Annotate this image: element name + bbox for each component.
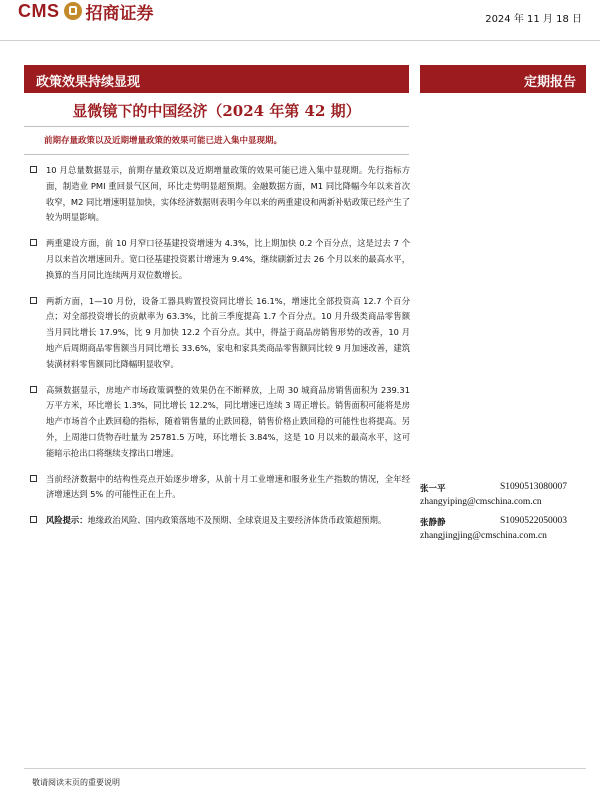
checkbox-bullet-icon [30,386,37,393]
checkbox-bullet-icon [30,166,37,173]
report-subtitle: 前期存量政策以及近期增量政策的效果可能已进入集中显现期。 [44,136,283,146]
title-divider [24,126,409,127]
checkbox-bullet-icon [30,516,37,523]
logo-latin-text: CMS [18,0,60,21]
logo-emblem-icon [64,2,82,20]
checkbox-bullet-icon [30,297,37,304]
analyst-cert-id: S1090513080007 [500,482,568,492]
page-header [0,0,600,41]
bullet-text: 当前经济数据中的结构性亮点开始逐步增多，从前十月工业增速和服务业生产指数的情况，全年经济增速达到 5% 的可能性正在上升。 [46,473,410,500]
analyst-email[interactable]: zhangjingjing@cmschina.com.cn [420,531,547,541]
list-item [30,472,410,504]
logo-chinese-text: 招商证券 [85,3,154,24]
list-item [30,383,410,462]
analyst-cert-id: S1090522050003 [500,516,568,526]
footer-divider [24,768,586,769]
bullet-text: 两重建设方面，前 10 月窄口径基建投资增速为 4.3%，比上期加快 0.2 个百分点，这是过去 7 个月以来首次增速回升。宽口径基建投资累计增速为 9.4%，继续刷新过去 26 个月以来的最高水平，换算的当月同比连续两月双位数增长。 [46,238,410,280]
report-type-label: 定期报告 [523,75,576,90]
list-item [30,236,410,283]
analyst-card [420,516,590,541]
bullet-text: 10 月总量数据显示，前期存量政策以及近期增量政策的效果可能已进入集中显现期。先行指标方面，制造业 PMI 重回景气区间，环比走势明显超预期。金融数据方面，M1 同比降幅今年以来首次收窄，M2 同比增速明显加快，实体经济数据则表明今年以来的两重建设和两新补贴政策已经产生了较为明显影响。 [46,165,410,223]
analyst-email[interactable]: zhangyiping@cmschina.com.cn [420,497,542,507]
summary-bullets [30,163,410,539]
subtitle-divider [24,154,409,155]
section-label: 政策效果持续显现 [36,75,141,90]
list-item [30,294,410,373]
analyst-name: 张静静 [420,518,446,528]
bullet-text: 高频数据显示，房地产市场政策调整的效果仍在不断释放，上周 30 城商品房销售面积为 239.31 万平方米，环比增长 1.3%，同比增长 12.2%，同比增速已连续 3 周正增长。销售面积可能将是房地产市场首个止跌回稳的指标，随着销售量的止跌回稳，销售价格止跌回稳的可能性也将提高。另外，上周港口货物吞吐量为 25781.5 万吨，环比增长 3.84%，这是 10 月以来的最高水平，这可能暗示抢出口将继续支撑出口增速。 [46,384,410,458]
report-date: 2024 年 11 月 18 日 [485,14,582,25]
company-logo [18,0,154,22]
report-title: 显微镜下的中国经济（2024 年第 42 期） [72,102,361,120]
list-item [30,163,410,226]
bullet-text: 两新方面，1—10 月份，设备工器具购置投资同比增长 16.1%，增速比全部投资高 12.7 个百分点；对全部投资增长的贡献率为 63.3%，比前三季度提高 1.7 个百分点。10 月升级类商品零售额当月同比增长 17.9%，比 9 月加快 12.2 个百分点。其中，得益于商品房销售形势的改善，10 月地产后周期商品零售额当月同比增长 33.6%，家电和家具类商品零售额同比较 9 月加速改善，建筑装潢材料零售额同比降幅明显收窄。 [46,295,410,369]
analyst-card [420,482,590,507]
risk-warning-text: 风险提示：地缘政治风险、国内政策落地不及预期、全球衰退及主要经济体货币政策超预期。 [46,515,387,526]
checkbox-bullet-icon [30,475,37,482]
section-banner [24,65,409,93]
footer-disclaimer: 敬请阅读末页的重要说明 [32,778,120,787]
checkbox-bullet-icon [30,239,37,246]
list-item [30,513,410,529]
report-type-banner [420,65,586,93]
analyst-name: 张一平 [420,484,446,494]
